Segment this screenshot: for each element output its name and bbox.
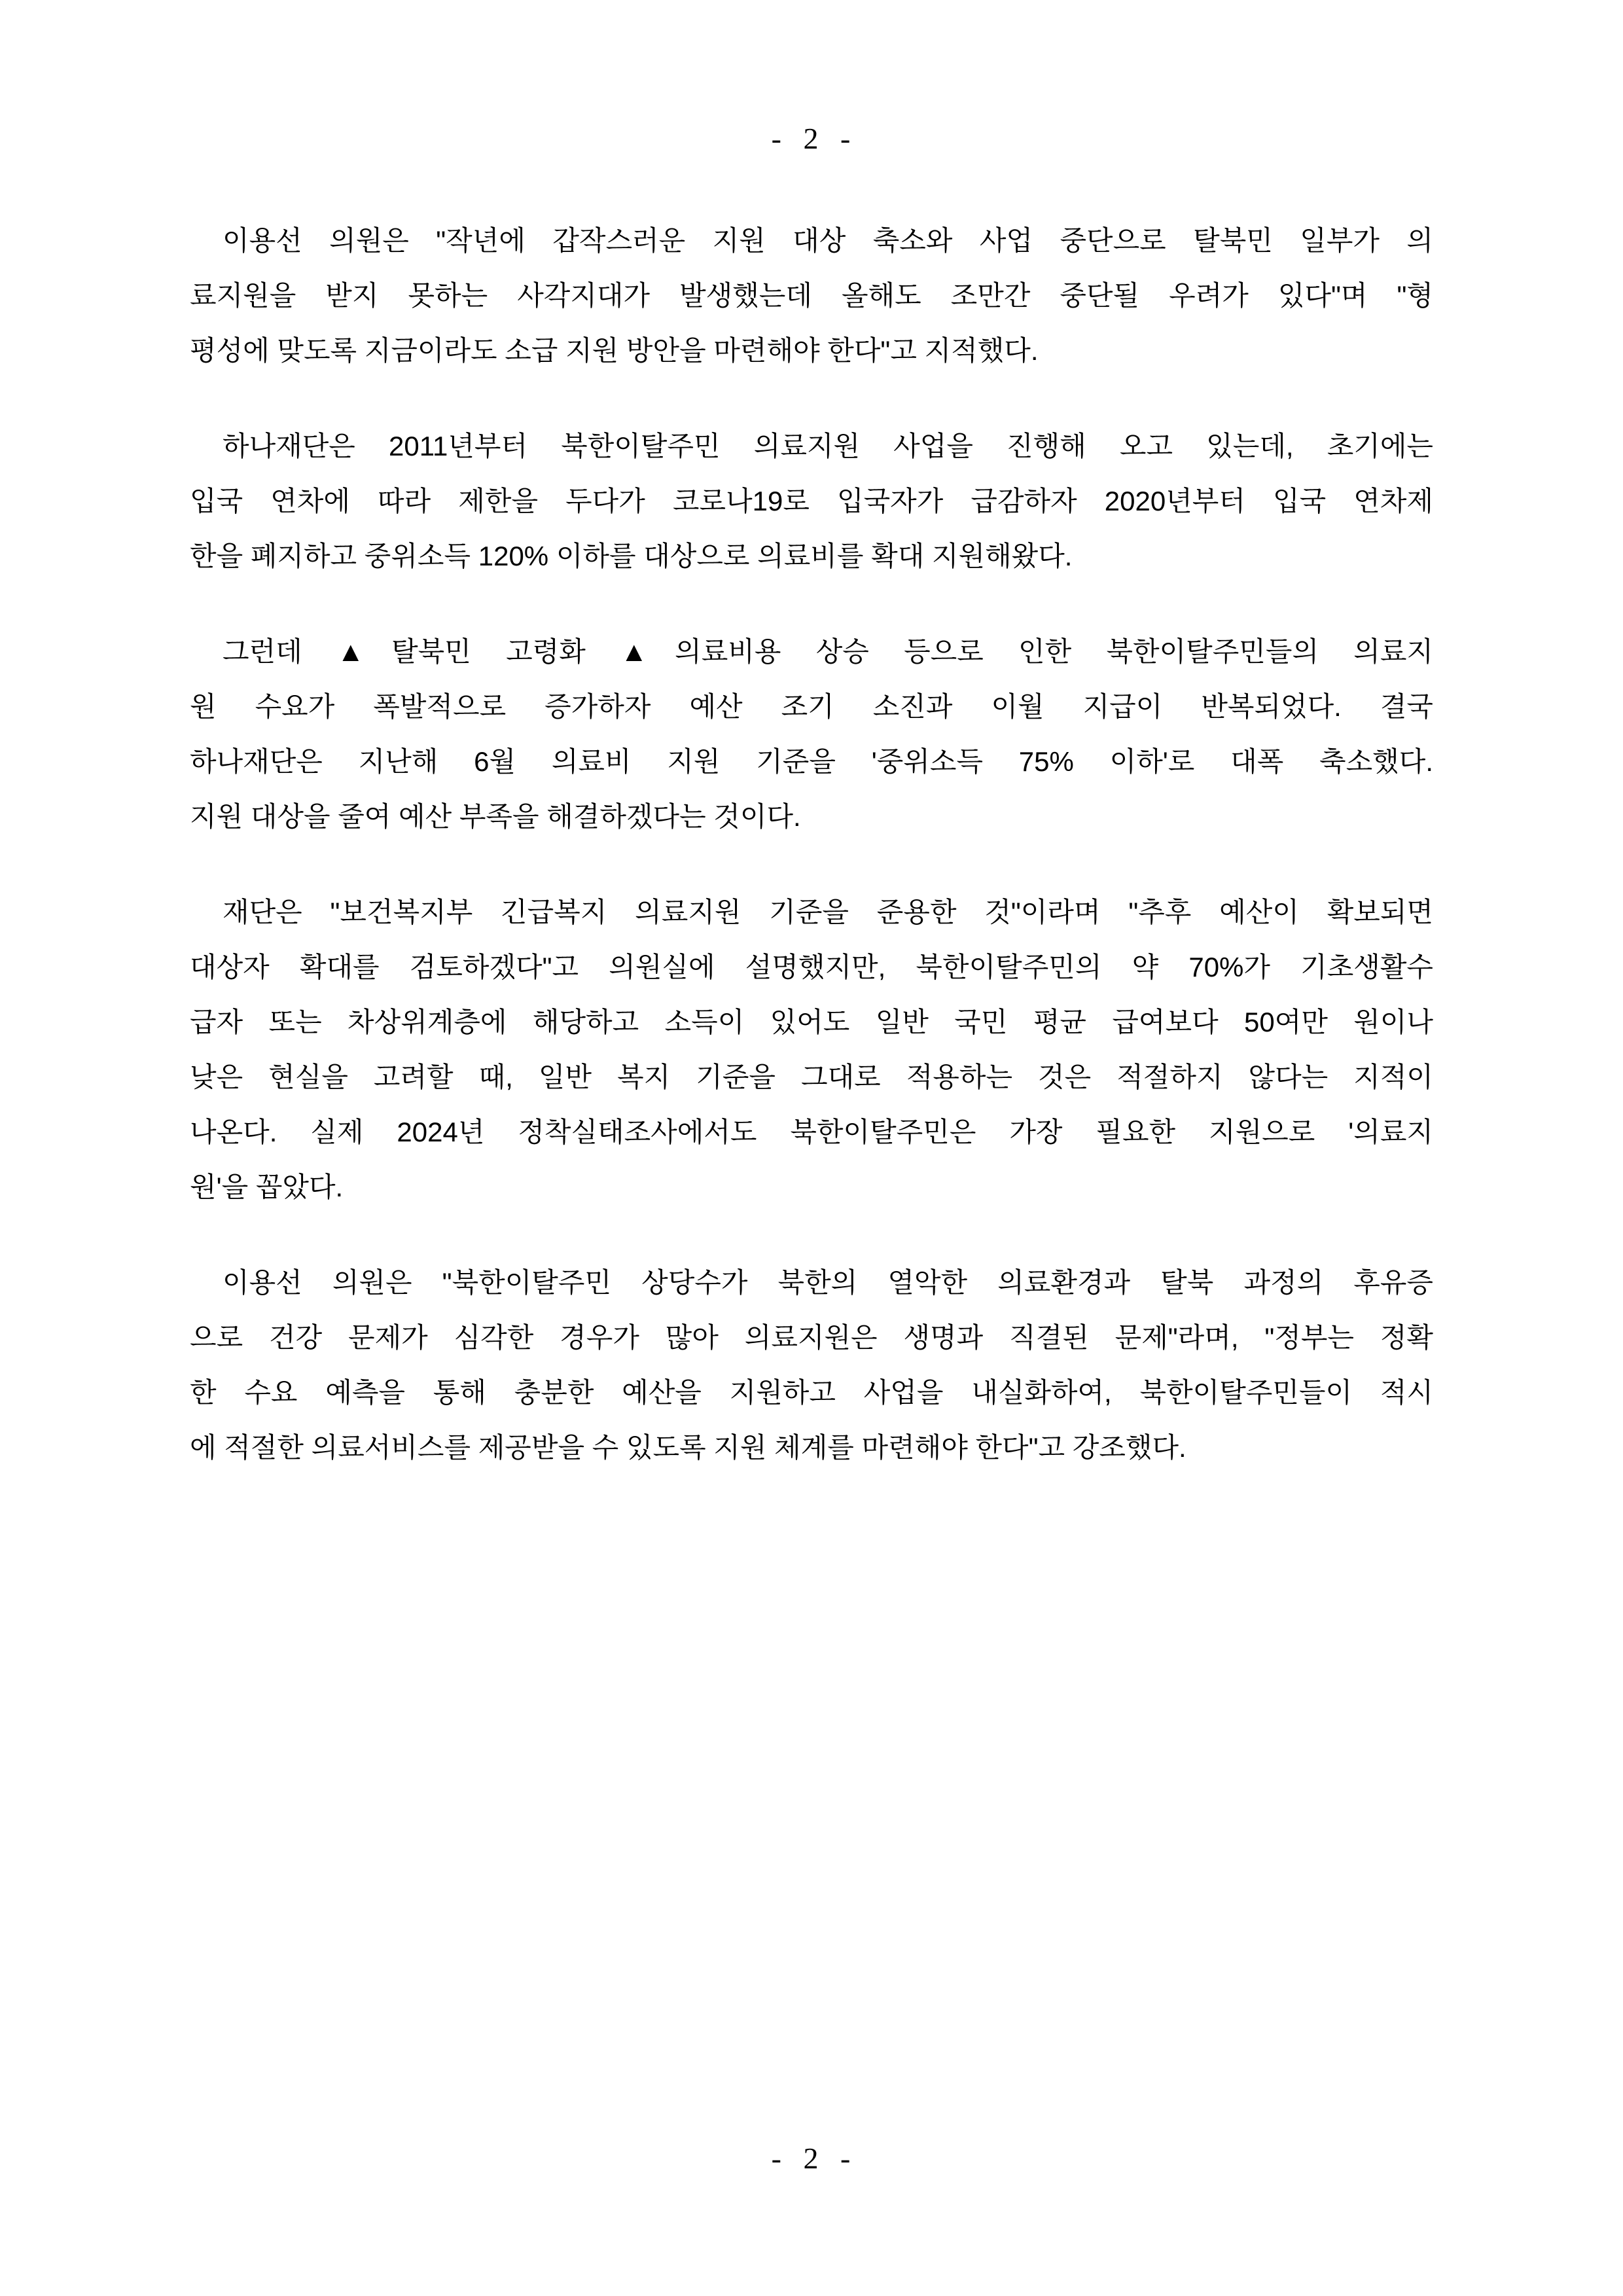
paragraph-line: 하나재단은 지난해 6월 의료비 지원 기준을 '중위소득 75% 이하'로 대폭 축소했다. xyxy=(190,746,1433,777)
paragraph-line: 급자 또는 차상위계층에 해당하고 소득이 있어도 일반 국민 평균 급여보다 50여만 원이나 xyxy=(190,1007,1433,1037)
paragraph-line: 에 적절한 의료서비스를 제공받을 수 있도록 지원 체계를 마련해야 한다"고 강조했다. xyxy=(190,1432,1186,1463)
paragraph-line: 으로 건강 문제가 심각한 경우가 많아 의료지원은 생명과 직결된 문제"라며, "정부는 정확 xyxy=(190,1322,1433,1353)
paragraph-line: 그런데 ▲탈북민 고령화 ▲의료비용 상승 등으로 인한 북한이탈주민들의 의료지 xyxy=(223,636,1433,667)
page-number-bottom: - 2 - xyxy=(771,2142,852,2175)
paragraph xyxy=(190,213,1433,378)
page-number-top: - 2 - xyxy=(771,122,852,155)
paragraph-line: 평성에 맞도록 지금이라도 소급 지원 방안을 마련해야 한다"고 지적했다. xyxy=(190,335,1039,366)
paragraph-line: 낮은 현실을 고려할 때, 일반 복지 기준을 그대로 적용하는 것은 적절하지 않다는 지적이 xyxy=(190,1062,1433,1092)
paragraph xyxy=(190,1255,1433,1475)
paragraph-line: 대상자 확대를 검토하겠다"고 의원실에 설명했지만, 북한이탈주민의 약 70%가 기초생활수 xyxy=(190,952,1433,982)
paragraph-line: 원'을 꼽았다. xyxy=(190,1172,344,1202)
paragraph-line: 이용선 의원은 "북한이탈주민 상당수가 북한의 열악한 의료환경과 탈북 과정의 후유증 xyxy=(223,1267,1433,1298)
paragraph-line: 하나재단은 2011년부터 북한이탈주민 의료지원 사업을 진행해 오고 있는데, 초기에는 xyxy=(223,431,1433,461)
paragraph xyxy=(190,624,1433,844)
document-body xyxy=(190,213,1433,1475)
paragraph xyxy=(190,419,1433,584)
paragraph xyxy=(190,885,1433,1215)
paragraph-line: 한 수요 예측을 통해 충분한 예산을 지원하고 사업을 내실화하여, 북한이탈주민들이 적시 xyxy=(190,1377,1433,1408)
paragraph-line: 입국 연차에 따라 제한을 두다가 코로나19로 입국자가 급감하자 2020년부터 입국 연차제 xyxy=(190,486,1433,516)
paragraph-line: 지원 대상을 줄여 예산 부족을 해결하겠다는 것이다. xyxy=(190,801,801,832)
paragraph-line: 나온다. 실제 2024년 정착실태조사에서도 북한이탈주민은 가장 필요한 지원으로 '의료지 xyxy=(190,1117,1433,1147)
paragraph-line: 한을 폐지하고 중위소득 120% 이하를 대상으로 의료비를 확대 지원해왔다. xyxy=(190,541,1073,571)
paragraph-line: 원 수요가 폭발적으로 증가하자 예산 조기 소진과 이월 지급이 반복되었다. 결국 xyxy=(190,691,1433,722)
paragraph-line: 료지원을 받지 못하는 사각지대가 발생했는데 올해도 조만간 중단될 우려가 있다"며 "형 xyxy=(190,280,1433,311)
paragraph-line: 재단은 "보건복지부 긴급복지 의료지원 기준을 준용한 것"이라며 "추후 예산이 확보되면 xyxy=(223,897,1433,927)
paragraph-line: 이용선 의원은 "작년에 갑작스러운 지원 대상 축소와 사업 중단으로 탈북민 일부가 의 xyxy=(223,225,1433,256)
